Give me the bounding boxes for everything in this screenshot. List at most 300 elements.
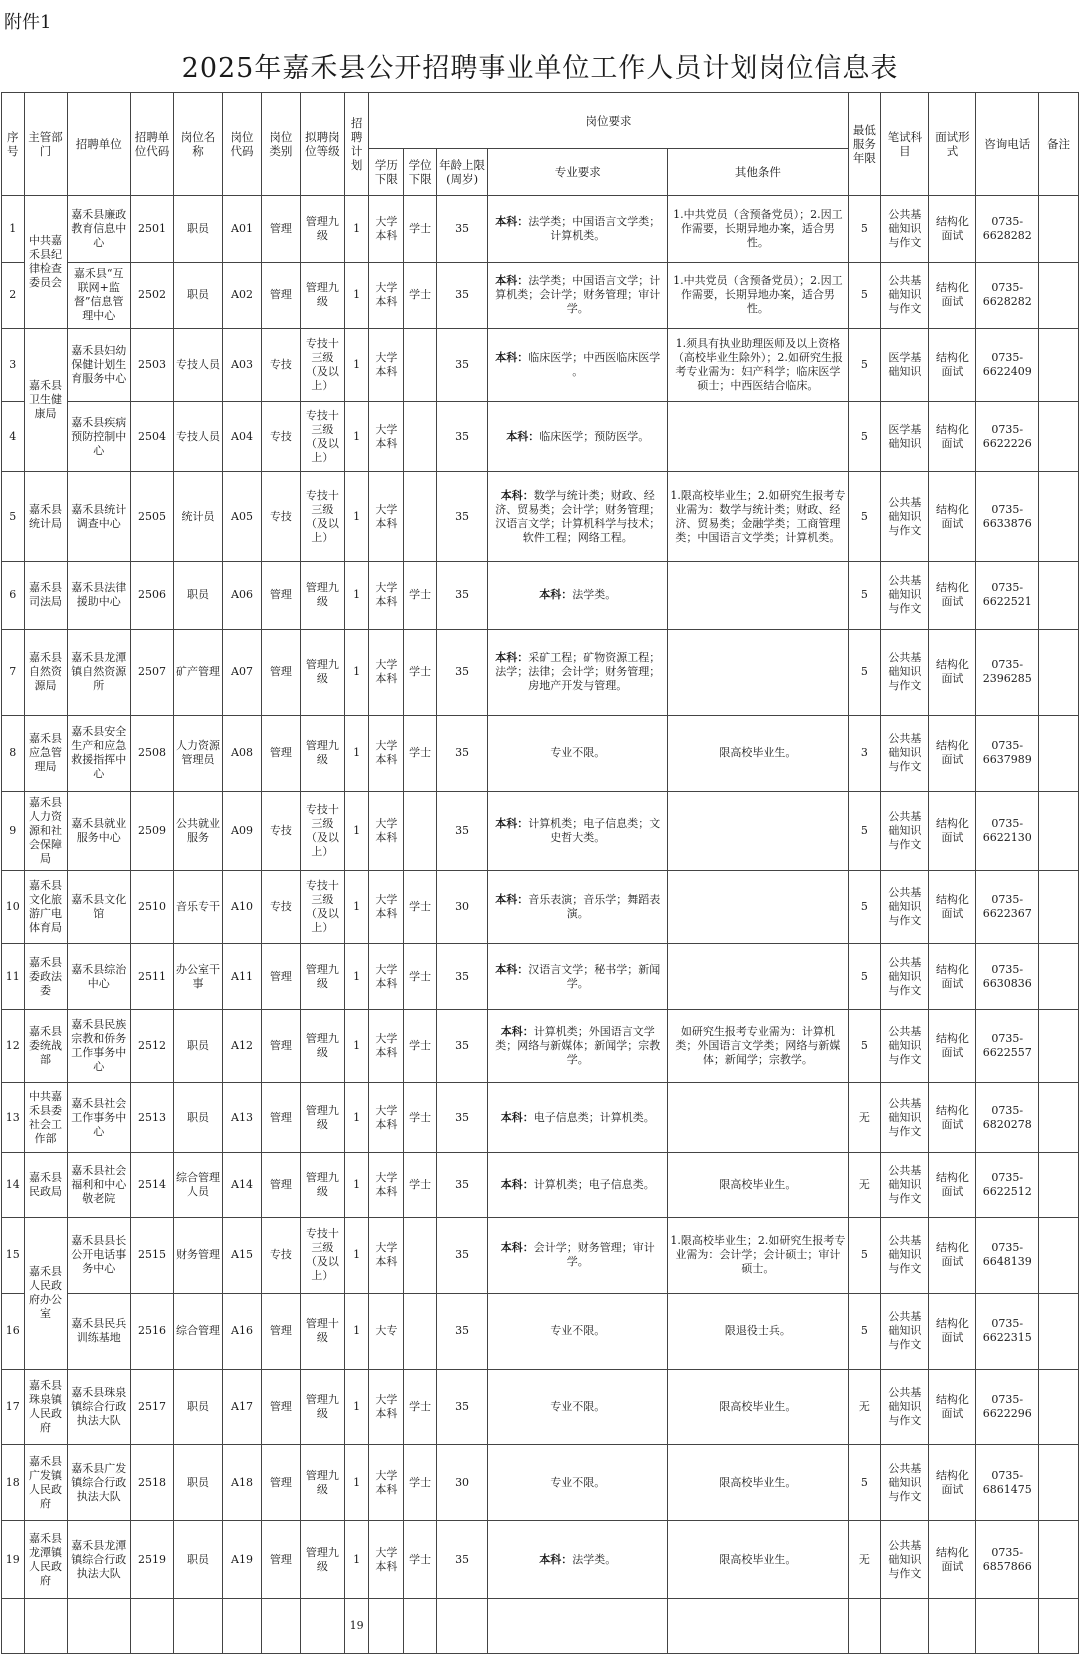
cell-edu: 大学本科	[369, 791, 404, 870]
cell-seq: 8	[2, 715, 25, 791]
cell-code: 2519	[130, 1521, 173, 1599]
cell-phone: 0735-6861475	[976, 1445, 1038, 1521]
cell-interview: 结构化面试	[929, 471, 976, 562]
cell-pcode: A01	[223, 196, 262, 263]
cell-degree	[404, 1218, 437, 1294]
cell-major	[488, 944, 668, 1009]
cell-edu: 大学本科	[369, 1369, 404, 1445]
cell-age: 35	[436, 402, 487, 471]
cell-type: 管理	[261, 1445, 300, 1521]
cell-phone: 0735-6857866	[976, 1521, 1038, 1599]
cell-code: 2501	[130, 196, 173, 263]
cell-edu: 大学本科	[369, 562, 404, 629]
cell-other: 1.限高校毕业生；2.如研究生报考专业需为：会计学；会计硕士；审计硕士。	[668, 1218, 848, 1294]
cell-major	[488, 263, 668, 328]
total-row	[2, 1599, 1079, 1654]
cell-interview: 结构化面试	[929, 944, 976, 1009]
col-age: 年龄上限(周岁)	[436, 149, 487, 196]
cell-plan: 1	[344, 791, 369, 870]
major-text: 电子信息类；计算机类。	[533, 1110, 655, 1124]
cell-other: 限高校毕业生。	[668, 1152, 848, 1217]
table-row	[2, 402, 1079, 471]
cell-plan: 1	[344, 562, 369, 629]
cell-written: 医学基础知识	[881, 328, 929, 402]
cell-age: 30	[436, 1445, 487, 1521]
cell-service: 5	[848, 870, 881, 944]
cell-grade: 管理九级	[300, 715, 344, 791]
cell-other: 1.须具有执业助理医师及以上资格（高校毕业生除外）；2.如研究生报考专业需为：妇产科学；临床医学硕士；中西医结合临床。	[668, 328, 848, 402]
total-empty-cell	[404, 1599, 437, 1654]
cell-phone: 0735-6622130	[976, 791, 1038, 870]
major-prefix: 本科：	[500, 1025, 534, 1038]
cell-degree: 学士	[404, 629, 437, 715]
cell-plan: 1	[344, 629, 369, 715]
cell-seq: 4	[2, 402, 25, 471]
cell-service: 5	[848, 1293, 881, 1369]
total-empty-cell	[848, 1599, 881, 1654]
cell-name: 音乐专干	[173, 870, 222, 944]
cell-name: 人力资源管理员	[173, 715, 222, 791]
cell-code: 2502	[130, 263, 173, 328]
cell-edu: 大学本科	[369, 1445, 404, 1521]
col-seq: 序号	[2, 93, 25, 196]
cell-written: 公共基础知识与作文	[881, 791, 929, 870]
cell-written: 公共基础知识与作文	[881, 1369, 929, 1445]
cell-other	[668, 944, 848, 1009]
cell-plan: 1	[344, 870, 369, 944]
cell-grade: 管理九级	[300, 562, 344, 629]
cell-note	[1038, 1369, 1078, 1445]
cell-pcode: A03	[223, 328, 262, 402]
cell-written: 公共基础知识与作文	[881, 196, 929, 263]
cell-code: 2515	[130, 1218, 173, 1294]
cell-phone: 0735-6622296	[976, 1369, 1038, 1445]
table-row	[2, 562, 1079, 629]
cell-age: 35	[436, 328, 487, 402]
major-prefix: 本科：	[495, 816, 529, 830]
cell-name: 办公室干事	[173, 944, 222, 1009]
cell-degree: 学士	[404, 1152, 437, 1217]
cell-dept: 嘉禾县人民政府办公室	[24, 1218, 67, 1370]
cell-note	[1038, 1083, 1078, 1152]
table-row	[2, 1521, 1079, 1599]
cell-type: 管理	[261, 715, 300, 791]
cell-edu: 大学本科	[369, 715, 404, 791]
cell-age: 35	[436, 263, 487, 328]
cell-type: 管理	[261, 1152, 300, 1217]
cell-plan: 1	[344, 1009, 369, 1083]
cell-type: 专技	[261, 471, 300, 562]
cell-seq: 18	[2, 1445, 25, 1521]
cell-code: 2504	[130, 402, 173, 471]
cell-pcode: A10	[223, 870, 262, 944]
cell-type: 专技	[261, 870, 300, 944]
cell-code: 2507	[130, 629, 173, 715]
cell-degree: 学士	[404, 562, 437, 629]
cell-pcode: A19	[223, 1521, 262, 1599]
cell-plan: 1	[344, 1293, 369, 1369]
cell-degree	[404, 1293, 437, 1369]
cell-major	[488, 1009, 668, 1083]
cell-plan: 1	[344, 328, 369, 402]
cell-plan: 1	[344, 1083, 369, 1152]
cell-type: 管理	[261, 196, 300, 263]
total-empty-cell	[488, 1599, 668, 1654]
major-prefix: 本科：	[495, 893, 529, 907]
major-text: 采矿工程；矿物资源工程；法学；法律；会计学；财务管理；房地产开发与管理。	[495, 651, 661, 693]
cell-pcode: A11	[223, 944, 262, 1009]
cell-service: 5	[848, 196, 881, 263]
cell-note	[1038, 1445, 1078, 1521]
cell-pcode: A06	[223, 562, 262, 629]
cell-age: 35	[436, 1293, 487, 1369]
cell-note	[1038, 328, 1078, 402]
cell-major	[488, 1293, 668, 1369]
cell-grade: 管理九级	[300, 944, 344, 1009]
cell-name: 职员	[173, 1369, 222, 1445]
cell-edu: 大学本科	[369, 1083, 404, 1152]
cell-edu: 大学本科	[369, 1218, 404, 1294]
cell-unit: 嘉禾县龙潭镇综合行政执法大队	[67, 1521, 130, 1599]
cell-type: 专技	[261, 791, 300, 870]
cell-other: 如研究生报考专业需为：计算机类；外国语言文学类；网络与新媒体；新闻学；宗教学。	[668, 1009, 848, 1083]
cell-code: 2509	[130, 791, 173, 870]
major-text: 法学类。	[572, 1552, 617, 1566]
cell-seq: 10	[2, 870, 25, 944]
cell-pcode: A04	[223, 402, 262, 471]
major-text: 专业不限。	[550, 746, 606, 760]
cell-seq: 5	[2, 471, 25, 562]
cell-type: 管理	[261, 1521, 300, 1599]
cell-dept: 嘉禾县民政局	[24, 1152, 67, 1217]
col-unit-code: 招聘单位代码	[130, 93, 173, 196]
cell-phone: 0735-6622557	[976, 1009, 1038, 1083]
col-other: 其他条件	[668, 149, 848, 196]
cell-note	[1038, 944, 1078, 1009]
cell-unit: 嘉禾县珠泉镇综合行政执法大队	[67, 1369, 130, 1445]
cell-degree	[404, 328, 437, 402]
cell-type: 管理	[261, 944, 300, 1009]
cell-major	[488, 402, 668, 471]
cell-unit: 嘉禾县社会福利和中心敬老院	[67, 1152, 130, 1217]
cell-note	[1038, 791, 1078, 870]
cell-interview: 结构化面试	[929, 196, 976, 263]
cell-written: 公共基础知识与作文	[881, 715, 929, 791]
cell-edu: 大学本科	[369, 1521, 404, 1599]
major-prefix: 本科：	[500, 1241, 534, 1255]
cell-service: 3	[848, 715, 881, 791]
col-note: 备注	[1038, 93, 1078, 196]
cell-phone: 0735-2396285	[976, 629, 1038, 715]
cell-edu: 大学本科	[369, 629, 404, 715]
cell-other	[668, 402, 848, 471]
major-text: 汉语言文学；秘书学；新闻学。	[528, 962, 661, 990]
cell-pcode: A13	[223, 1083, 262, 1152]
major-text: 专业不限。	[550, 1475, 606, 1489]
cell-interview: 结构化面试	[929, 715, 976, 791]
cell-pcode: A09	[223, 791, 262, 870]
total-empty-cell	[261, 1599, 300, 1654]
cell-name: 职员	[173, 1445, 222, 1521]
cell-seq: 7	[2, 629, 25, 715]
cell-note	[1038, 1009, 1078, 1083]
total-empty-cell	[67, 1599, 130, 1654]
cell-other: 1.中共党员（含预备党员）；2.因工作需要，长期异地办案，适合男性。	[668, 196, 848, 263]
major-prefix: 本科：	[495, 651, 529, 665]
cell-edu: 大学本科	[369, 196, 404, 263]
major-prefix: 本科：	[495, 962, 529, 976]
major-prefix: 本科：	[495, 274, 529, 288]
cell-note	[1038, 1152, 1078, 1217]
cell-seq: 14	[2, 1152, 25, 1217]
cell-age: 35	[436, 1083, 487, 1152]
cell-interview: 结构化面试	[929, 562, 976, 629]
cell-other: 限高校毕业生。	[668, 1445, 848, 1521]
cell-name: 统计员	[173, 471, 222, 562]
table-row	[2, 629, 1079, 715]
cell-type: 专技	[261, 1218, 300, 1294]
cell-pcode: A08	[223, 715, 262, 791]
cell-pcode: A15	[223, 1218, 262, 1294]
cell-other	[668, 870, 848, 944]
cell-service: 5	[848, 1009, 881, 1083]
cell-name: 职员	[173, 1083, 222, 1152]
cell-dept: 嘉禾县统计局	[24, 471, 67, 562]
cell-pcode: A16	[223, 1293, 262, 1369]
cell-pcode: A05	[223, 471, 262, 562]
major-prefix: 本科：	[500, 1177, 534, 1191]
table-row	[2, 328, 1079, 402]
cell-interview: 结构化面试	[929, 263, 976, 328]
cell-seq: 16	[2, 1293, 25, 1369]
total-plan: 19	[344, 1599, 369, 1654]
major-text: 临床医学；预防医学。	[539, 429, 650, 443]
cell-phone: 0735-6622367	[976, 870, 1038, 944]
cell-age: 35	[436, 715, 487, 791]
cell-seq: 2	[2, 263, 25, 328]
major-prefix: 本科：	[495, 215, 529, 229]
cell-seq: 9	[2, 791, 25, 870]
cell-other: 1.中共党员（含预备党员）；2.因工作需要，长期异地办案，适合男性。	[668, 263, 848, 328]
cell-edu: 大学本科	[369, 944, 404, 1009]
cell-age: 35	[436, 1152, 487, 1217]
cell-dept: 嘉禾县人力资源和社会保障局	[24, 791, 67, 870]
cell-note	[1038, 402, 1078, 471]
cell-phone: 0735-6633876	[976, 471, 1038, 562]
cell-interview: 结构化面试	[929, 791, 976, 870]
cell-service: 5	[848, 471, 881, 562]
total-empty-cell	[1038, 1599, 1078, 1654]
cell-major	[488, 196, 668, 263]
major-prefix: 本科：	[506, 429, 540, 443]
cell-service: 5	[848, 944, 881, 1009]
cell-edu: 大学本科	[369, 263, 404, 328]
cell-unit: 嘉禾县民族宗教和侨务工作事务中心	[67, 1009, 130, 1083]
cell-phone: 0735-6637989	[976, 715, 1038, 791]
cell-code: 2508	[130, 715, 173, 791]
cell-dept: 中共嘉禾县委社会工作部	[24, 1083, 67, 1152]
major-text: 临床医学；中西医临床医学 。	[528, 350, 661, 378]
cell-grade: 管理九级	[300, 1009, 344, 1083]
cell-dept: 嘉禾县委政法委	[24, 944, 67, 1009]
col-interview: 面试形式	[929, 93, 976, 196]
cell-name: 专技人员	[173, 402, 222, 471]
cell-degree: 学士	[404, 263, 437, 328]
cell-code: 2511	[130, 944, 173, 1009]
cell-phone: 0735-6622409	[976, 328, 1038, 402]
cell-unit: 嘉禾县广发镇综合行政执法大队	[67, 1445, 130, 1521]
cell-code: 2510	[130, 870, 173, 944]
cell-pcode: A07	[223, 629, 262, 715]
cell-seq: 15	[2, 1218, 25, 1294]
col-major: 专业要求	[488, 149, 668, 196]
cell-seq: 12	[2, 1009, 25, 1083]
cell-written: 公共基础知识与作文	[881, 944, 929, 1009]
cell-age: 35	[436, 1521, 487, 1599]
col-post-code: 岗位代码	[223, 93, 262, 196]
cell-code: 2517	[130, 1369, 173, 1445]
cell-dept: 嘉禾县卫生健康局	[24, 328, 67, 471]
cell-pcode: A02	[223, 263, 262, 328]
cell-type: 管理	[261, 1293, 300, 1369]
cell-degree: 学士	[404, 1521, 437, 1599]
total-empty-cell	[369, 1599, 404, 1654]
total-empty-cell	[173, 1599, 222, 1654]
cell-name: 职员	[173, 1009, 222, 1083]
cell-note	[1038, 1521, 1078, 1599]
cell-written: 公共基础知识与作文	[881, 1218, 929, 1294]
cell-major	[488, 715, 668, 791]
major-prefix: 本科：	[539, 588, 573, 602]
cell-major	[488, 1369, 668, 1445]
cell-major	[488, 1521, 668, 1599]
table-row	[2, 1369, 1079, 1445]
cell-grade: 管理九级	[300, 1152, 344, 1217]
cell-unit: 嘉禾县龙潭镇自然资源所	[67, 629, 130, 715]
col-unit: 招聘单位	[67, 93, 130, 196]
cell-age: 35	[436, 944, 487, 1009]
cell-written: 公共基础知识与作文	[881, 562, 929, 629]
cell-interview: 结构化面试	[929, 1083, 976, 1152]
cell-code: 2516	[130, 1293, 173, 1369]
cell-major	[488, 471, 668, 562]
cell-degree: 学士	[404, 1445, 437, 1521]
cell-code: 2512	[130, 1009, 173, 1083]
cell-name: 综合管理	[173, 1293, 222, 1369]
table-row	[2, 791, 1079, 870]
total-empty-cell	[881, 1599, 929, 1654]
cell-type: 管理	[261, 629, 300, 715]
cell-type: 专技	[261, 328, 300, 402]
cell-grade: 管理九级	[300, 1369, 344, 1445]
cell-edu: 大学本科	[369, 471, 404, 562]
cell-interview: 结构化面试	[929, 1369, 976, 1445]
cell-name: 矿产管理	[173, 629, 222, 715]
cell-service: 5	[848, 562, 881, 629]
cell-unit: 嘉禾县安全生产和应急救援指挥中心	[67, 715, 130, 791]
total-empty-cell	[24, 1599, 67, 1654]
cell-dept: 嘉禾县司法局	[24, 562, 67, 629]
cell-degree: 学士	[404, 1083, 437, 1152]
col-phone: 咨询电话	[976, 93, 1038, 196]
cell-plan: 1	[344, 263, 369, 328]
total-empty-cell	[300, 1599, 344, 1654]
cell-written: 公共基础知识与作文	[881, 1152, 929, 1217]
table-row	[2, 1152, 1079, 1217]
cell-degree: 学士	[404, 1369, 437, 1445]
col-service: 最低服务年限	[848, 93, 881, 196]
total-empty-cell	[929, 1599, 976, 1654]
col-degree: 学位下限	[404, 149, 437, 196]
cell-edu: 大学本科	[369, 402, 404, 471]
cell-age: 30	[436, 870, 487, 944]
cell-written: 公共基础知识与作文	[881, 870, 929, 944]
table-row	[2, 715, 1079, 791]
cell-note	[1038, 715, 1078, 791]
cell-unit: 嘉禾县社会工作事务中心	[67, 1083, 130, 1152]
cell-other	[668, 1083, 848, 1152]
cell-degree: 学士	[404, 870, 437, 944]
cell-other: 限高校毕业生。	[668, 1369, 848, 1445]
cell-plan: 1	[344, 1218, 369, 1294]
cell-unit: 嘉禾县就业服务中心	[67, 791, 130, 870]
cell-age: 35	[436, 629, 487, 715]
major-text: 专业不限。	[550, 1324, 606, 1338]
col-requirements: 岗位要求	[369, 93, 848, 149]
cell-age: 35	[436, 791, 487, 870]
cell-note	[1038, 1293, 1078, 1369]
cell-dept: 嘉禾县委统战部	[24, 1009, 67, 1083]
cell-phone: 0735-6648139	[976, 1218, 1038, 1294]
cell-unit: 嘉禾县民兵训练基地	[67, 1293, 130, 1369]
cell-service: 无	[848, 1521, 881, 1599]
cell-age: 35	[436, 1009, 487, 1083]
cell-note	[1038, 471, 1078, 562]
major-text: 计算机类；外国语言文学类；网络与新媒体；新闻学；宗教学。	[495, 1025, 661, 1066]
cell-grade: 管理九级	[300, 196, 344, 263]
cell-name: 职员	[173, 1521, 222, 1599]
cell-degree: 学士	[404, 944, 437, 1009]
cell-plan: 1	[344, 1369, 369, 1445]
cell-service: 5	[848, 791, 881, 870]
cell-unit: 嘉禾县法律援助中心	[67, 562, 130, 629]
cell-written: 公共基础知识与作文	[881, 1009, 929, 1083]
cell-seq: 17	[2, 1369, 25, 1445]
cell-name: 专技人员	[173, 328, 222, 402]
cell-unit: 嘉禾县县长公开电话事务中心	[67, 1218, 130, 1294]
cell-degree: 学士	[404, 1009, 437, 1083]
table-row	[2, 1293, 1079, 1369]
cell-written: 医学基础知识	[881, 402, 929, 471]
cell-edu: 大学本科	[369, 1152, 404, 1217]
cell-grade: 管理九级	[300, 1521, 344, 1599]
cell-other: 1.限高校毕业生；2.如研究生报考专业需为：数学与统计类；财政、经济、贸易类；金融学类；工商管理类；中国语言文学类；计算机类。	[668, 471, 848, 562]
cell-service: 无	[848, 1369, 881, 1445]
cell-edu: 大专	[369, 1293, 404, 1369]
major-text: 法学类；中国语言文学；计算机类；会计学；财务管理；审计学。	[495, 274, 661, 316]
major-text: 专业不限。	[550, 1400, 606, 1414]
total-empty-cell	[976, 1599, 1038, 1654]
cell-interview: 结构化面试	[929, 328, 976, 402]
cell-age: 35	[436, 471, 487, 562]
cell-type: 管理	[261, 263, 300, 328]
cell-degree: 学士	[404, 196, 437, 263]
cell-pcode: A17	[223, 1369, 262, 1445]
cell-interview: 结构化面试	[929, 1293, 976, 1369]
cell-age: 35	[436, 562, 487, 629]
table-row	[2, 944, 1079, 1009]
table-row	[2, 196, 1079, 263]
